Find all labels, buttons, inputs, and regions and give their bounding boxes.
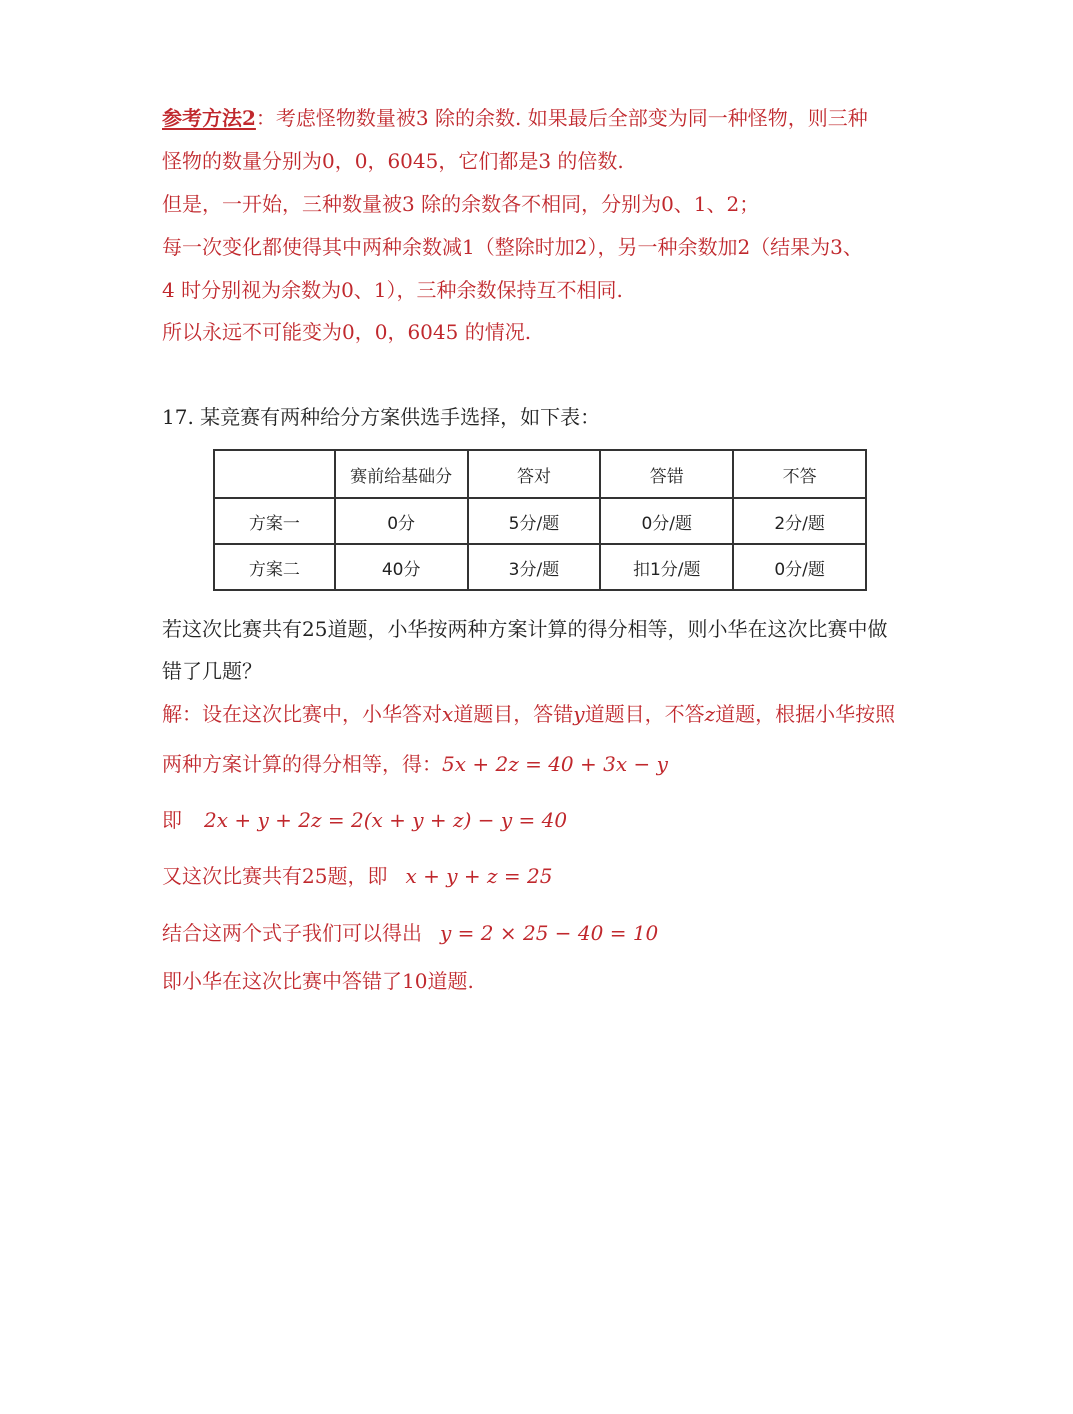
method2-line-1 — [162, 104, 868, 132]
table-cell: 0分 — [335, 498, 468, 544]
table-cell: 3分/题 — [468, 544, 601, 590]
method2-text-1: ：考虑怪物数量被3 除的余数. 如果最后全部变为同一种怪物，则三种 — [255, 106, 868, 130]
variable-x: x — [442, 702, 454, 726]
table-cell: 0分/题 — [600, 498, 733, 544]
table-header-cell: 不答 — [733, 450, 866, 498]
solution-line-3 — [162, 806, 567, 834]
solution-text: 两种方案计算的得分相等，得： — [162, 752, 442, 776]
table-header-cell: 答对 — [468, 450, 601, 498]
table-cell: 方案一 — [214, 498, 335, 544]
table-header-cell: 赛前给基础分 — [335, 450, 468, 498]
table-header-cell: 答错 — [600, 450, 733, 498]
table-cell: 40分 — [335, 544, 468, 590]
method2-line-4: 每一次变化都使得其中两种余数减1（整除时加2），另一种余数加2（结果为3、 — [162, 235, 863, 259]
equation-4: y = 2 × 25 − 40 = 10 — [440, 921, 659, 945]
table-cell: 0分/题 — [733, 544, 866, 590]
solution-conclusion: 即小华在这次比赛中答错了10道题. — [162, 969, 474, 993]
solution-line-2 — [162, 750, 668, 778]
table-row — [214, 544, 866, 590]
table-row — [214, 498, 866, 544]
table-cell: 方案二 — [214, 544, 335, 590]
method2-heading: 参考方法2 — [162, 106, 256, 130]
equation-2: 2x + y + 2z = 2(x + y + z) − y = 40 — [204, 808, 568, 832]
solution-text: 结合这两个式子我们可以得出 — [162, 921, 422, 945]
solution-line-1 — [162, 700, 895, 728]
problem-17-question-1: 若这次比赛共有25道题，小华按两种方案计算的得分相等，则小华在这次比赛中做 — [162, 617, 888, 641]
table-header-cell — [214, 450, 335, 498]
solution-line-4 — [162, 862, 552, 890]
solution-text: 即 — [162, 808, 182, 832]
table-header-row — [214, 450, 866, 498]
variable-y: y — [573, 702, 585, 726]
problem-17-title: 17. 某竞赛有两种给分方案供选手选择，如下表： — [162, 405, 601, 429]
scoring-table — [213, 449, 867, 591]
solution-text: 解：设在这次比赛中，小华答对 — [162, 702, 442, 726]
table-cell: 扣1分/题 — [600, 544, 733, 590]
solution-line-5 — [162, 919, 658, 947]
method2-line-3: 但是，一开始，三种数量被3 除的余数各不相同，分别为0、1、2； — [162, 192, 760, 216]
method2-line-6: 所以永远不可能变为0，0，6045 的情况. — [162, 320, 532, 344]
method2-line-5: 4 时分别视为余数为0、1），三种余数保持互不相同. — [162, 278, 623, 302]
method2-line-2: 怪物的数量分别为0，0，6045，它们都是3 的倍数. — [162, 149, 624, 173]
equation-1: 5x + 2z = 40 + 3x − y — [442, 752, 668, 776]
table-cell: 5分/题 — [468, 498, 601, 544]
solution-text: 道题，根据小华按照 — [715, 702, 896, 726]
equation-3: x + y + z = 25 — [405, 864, 553, 888]
solution-text: 道题目，不答 — [584, 702, 705, 726]
solution-text: 道题目，答错 — [453, 702, 574, 726]
solution-text: 又这次比赛共有25题，即 — [162, 864, 388, 888]
problem-17-question-2: 错了几题？ — [162, 659, 262, 683]
table-cell: 2分/题 — [733, 498, 866, 544]
variable-z: z — [704, 702, 716, 726]
